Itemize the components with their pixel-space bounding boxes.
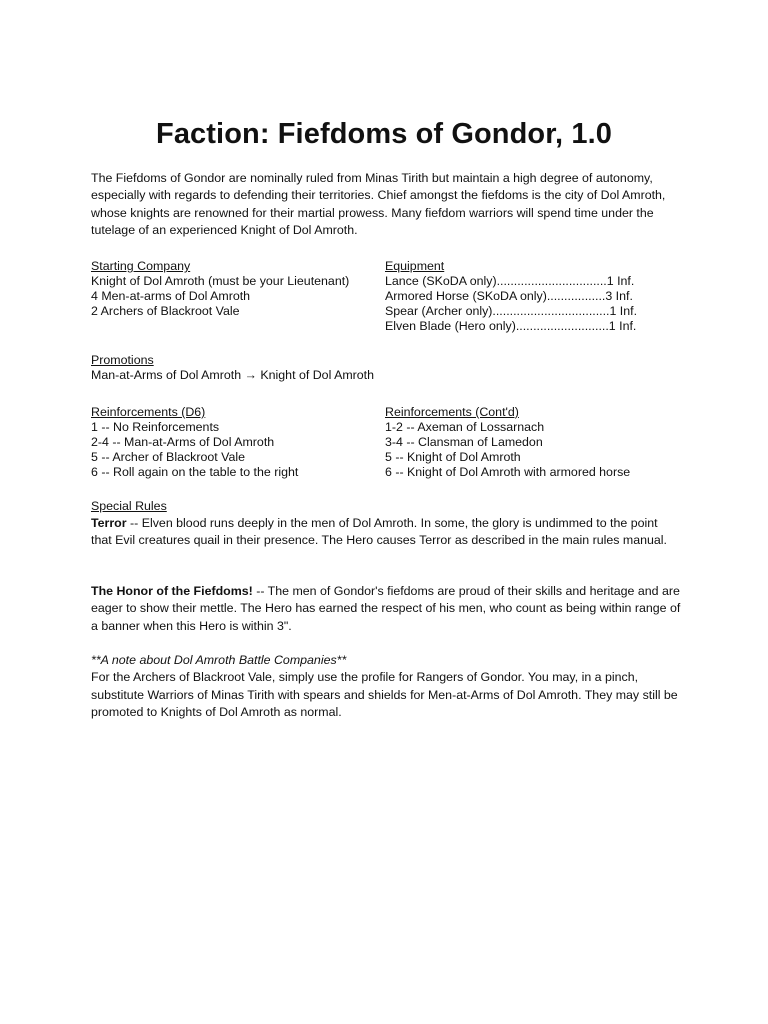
- equipment-item: Elven Blade (Hero only)...........................1 Inf.: [385, 319, 637, 333]
- terror-rule-text: -- Elven blood runs deeply in the men of Dol Amroth. In some, the glory is undimmed to the point that Evil creatures quail in their presence. The Hero causes Terror as described in the main rules manual.: [91, 516, 667, 548]
- honor-rule-name: The Honor of the Fiefdoms!: [91, 584, 253, 598]
- reinforcements-item: 2-4 -- Man-at-Arms of Dol Amroth: [91, 435, 275, 449]
- reinforcements-item: 5 -- Archer of Blackroot Vale: [91, 450, 246, 464]
- equipment-heading: Equipment: [385, 259, 445, 273]
- reinforcements-contd-heading: Reinforcements (Cont'd): [385, 405, 519, 419]
- equipment-item: Armored Horse (SKoDA only).................3 Inf.: [385, 289, 633, 303]
- starting-company-item: 4 Men-at-arms of Dol Amroth: [91, 289, 251, 303]
- equipment-section: [385, 259, 637, 334]
- equipment-item: Lance (SKoDA only)................................1 Inf.: [385, 274, 635, 288]
- special-rules-heading: Special Rules: [91, 499, 167, 513]
- terror-rule-name: Terror: [91, 516, 127, 530]
- starting-company-heading: Starting Company: [91, 259, 191, 273]
- reinforcements-contd-item: 6 -- Knight of Dol Amroth with armored horse: [385, 465, 631, 479]
- reinforcements-contd-section: [385, 405, 630, 480]
- reinforcements-contd-item: 3-4 -- Clansman of Lamedon: [385, 435, 543, 449]
- reinforcements-section: [91, 405, 298, 480]
- honor-rule-text: -- The men of Gondor's fiefdoms are proud of their skills and heritage and are eager to show their mettle. The Hero has earned the respect of his men, who count as being within range of a banner when this Hero is within 3".: [91, 584, 681, 633]
- note-heading: **A note about Dol Amroth Battle Companies**: [91, 653, 347, 667]
- starting-company-item: 2 Archers of Blackroot Vale: [91, 304, 240, 318]
- reinforcements-heading: Reinforcements (D6): [91, 405, 206, 419]
- promotions-section: [91, 353, 374, 383]
- reinforcements-item: 6 -- Roll again on the table to the right: [91, 465, 299, 479]
- starting-company-item: Knight of Dol Amroth (must be your Lieutenant): [91, 274, 350, 288]
- terror-rule: [91, 515, 681, 550]
- honor-rule: [91, 583, 681, 635]
- promotions-heading: Promotions: [91, 353, 154, 367]
- starting-company-section: [91, 259, 349, 319]
- reinforcements-contd-item: 5 -- Knight of Dol Amroth: [385, 450, 521, 464]
- equipment-item: Spear (Archer only)..................................1 Inf.: [385, 304, 638, 318]
- special-rules-heading-block: [91, 499, 167, 514]
- page-title: Faction: Fiefdoms of Gondor, 1.0: [156, 118, 612, 150]
- reinforcements-contd-item: 1-2 -- Axeman of Lossarnach: [385, 420, 545, 434]
- note-text: For the Archers of Blackroot Vale, simply use the profile for Rangers of Gondor. You may, in a pinch, substitute Warriors of Minas Tirith with spears and shields for Men-at-Arms of Dol Amroth. They may still be promoted to Knights of Dol Amroth as normal.: [91, 670, 678, 719]
- note-section: [91, 652, 681, 721]
- promotions-item: Man-at-Arms of Dol Amroth → Knight of Dol Amroth: [91, 368, 375, 382]
- reinforcements-item: 1 -- No Reinforcements: [91, 420, 220, 434]
- intro-paragraph: The Fiefdoms of Gondor are nominally ruled from Minas Tirith but maintain a high degree of autonomy, especially with regards to defending their territories. Chief amongst the fiefdoms is the city of Dol Amroth, whose knights are renowned for their martial prowess. Many fiefdom warriors will spend time under the tutelage of an experienced Knight of Dol Amroth.: [91, 171, 666, 237]
